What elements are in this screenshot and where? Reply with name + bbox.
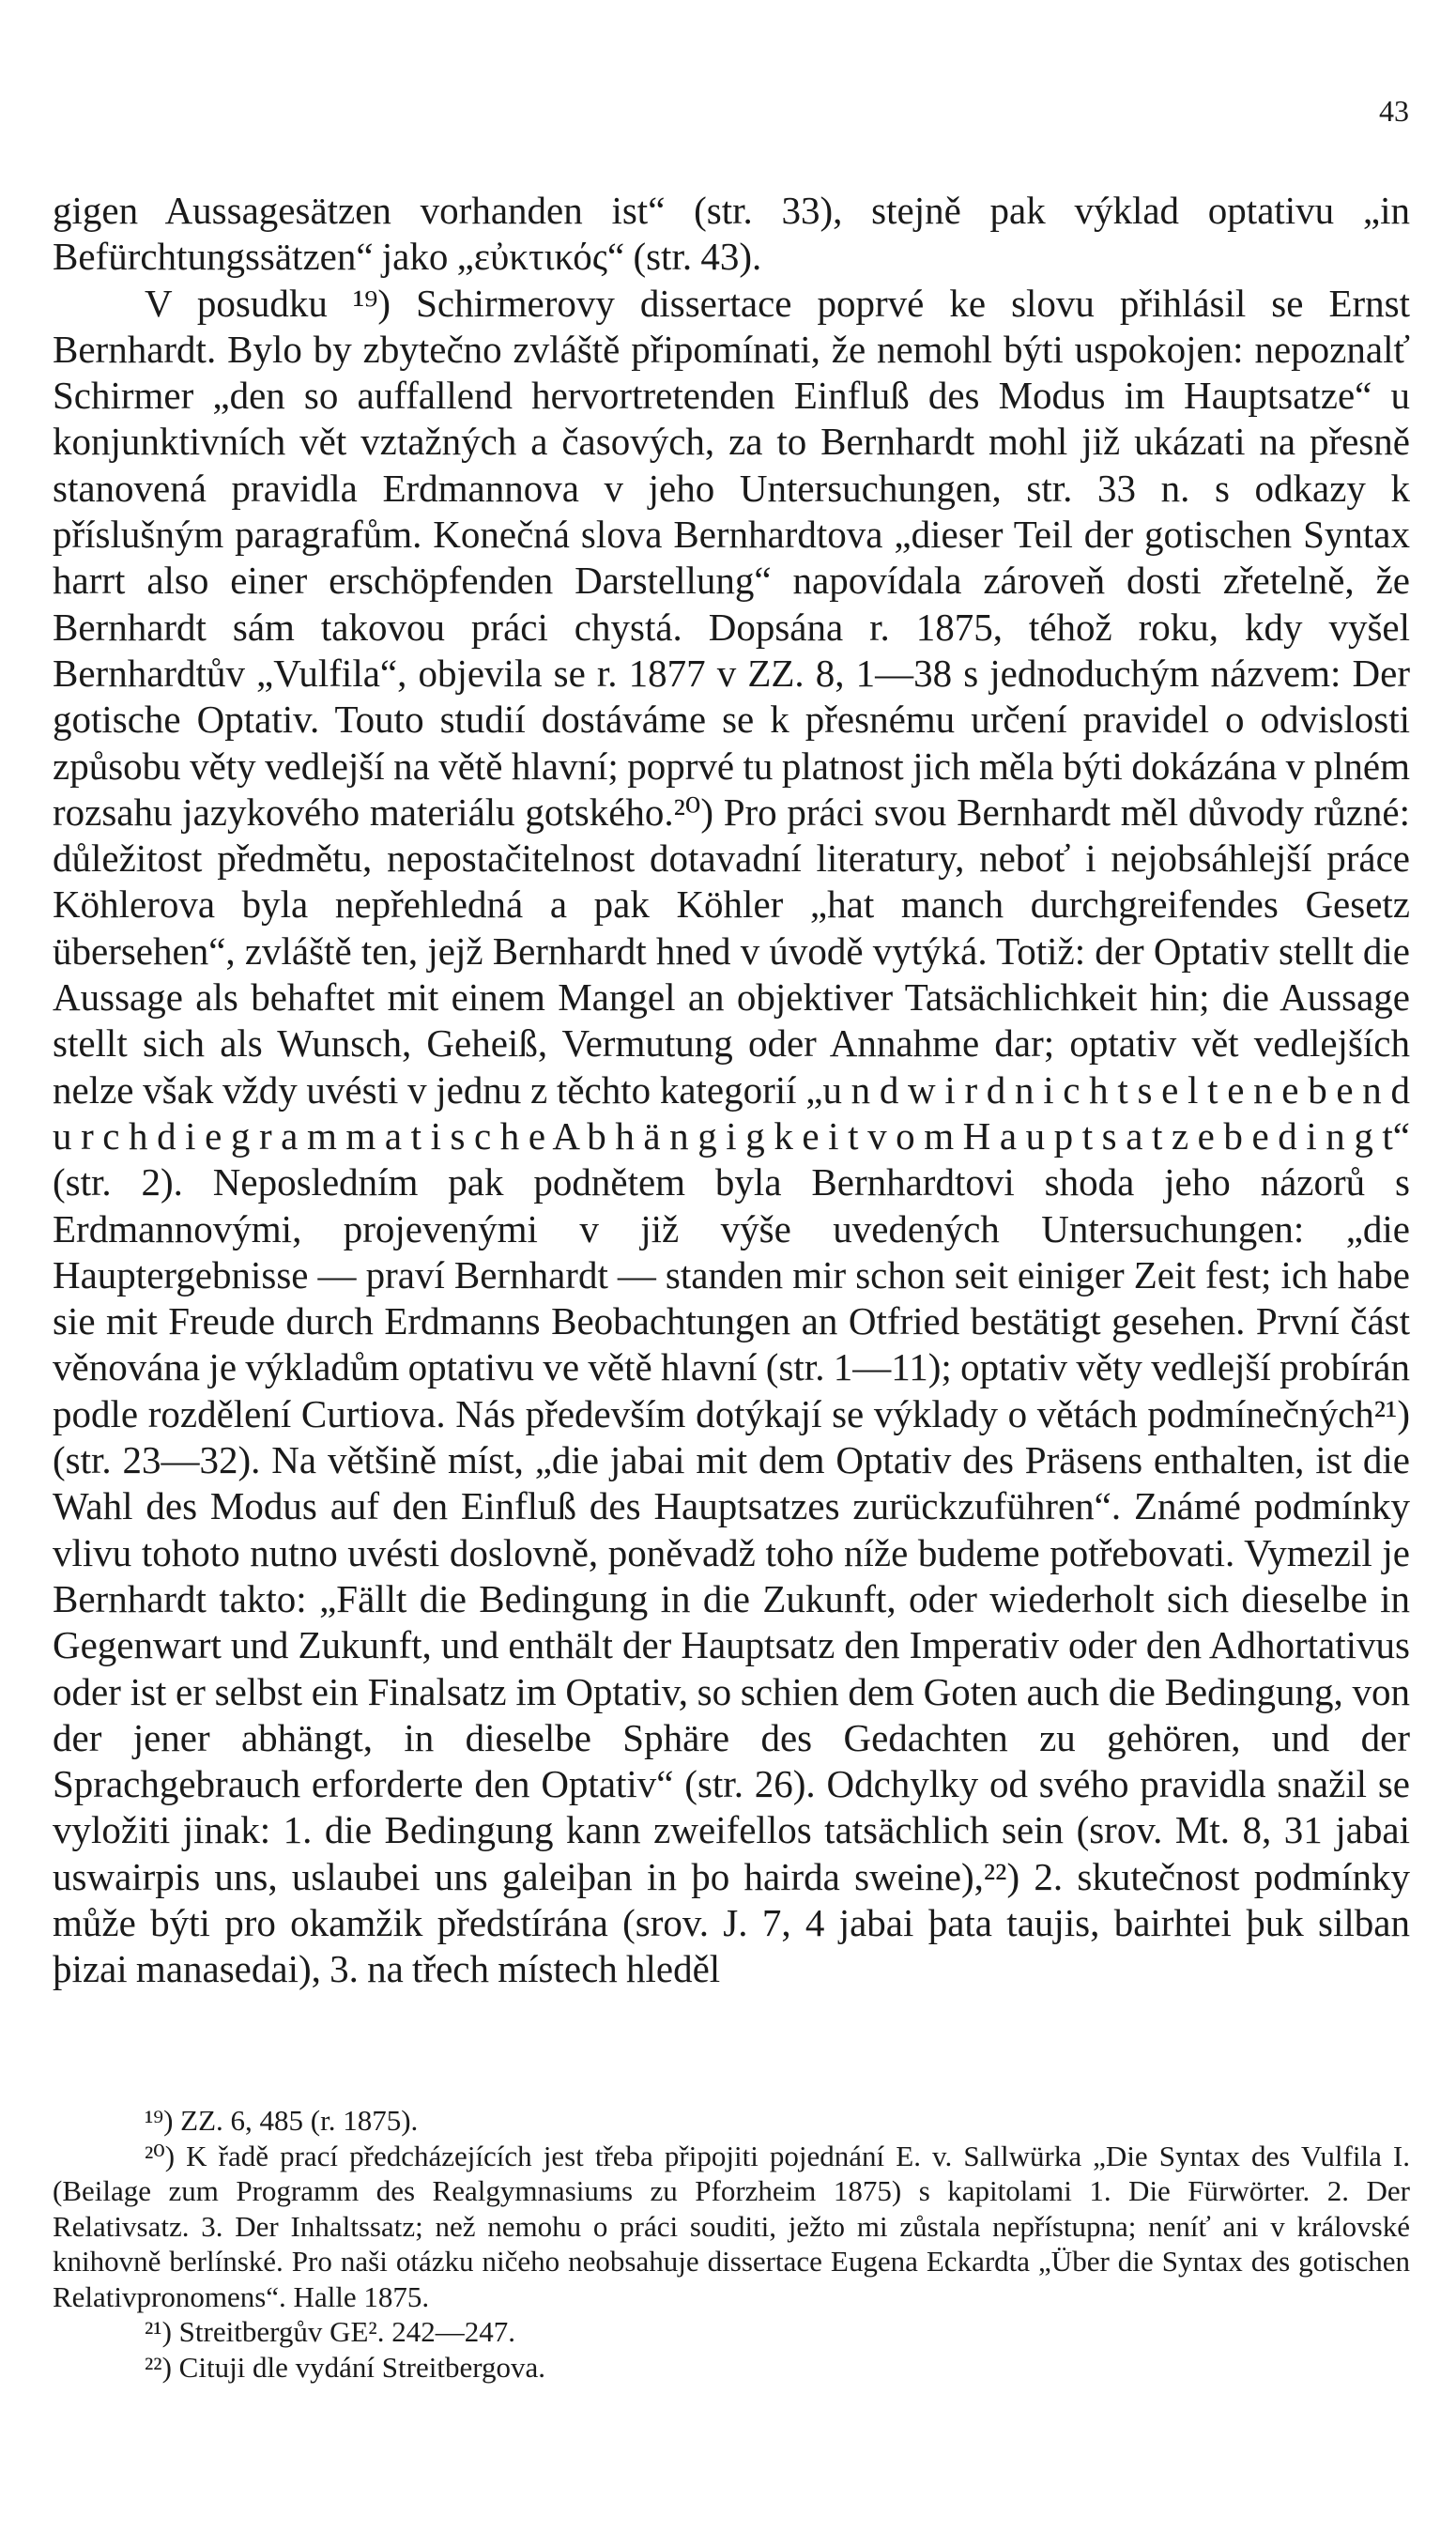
footnotes xyxy=(53,2103,1410,2385)
footnote-19: ¹⁹) ZZ. 6, 485 (r. 1875). xyxy=(145,2104,419,2137)
paragraph-2: V posudku ¹⁹) Schirmerovy dissertace poprvé ke slovu přihlásil se Ernst Bernhardt. Bylo by zbytečno zvláště připomínati, že nemohl býti uspokojen: nepoznalť Schirmer „den so auffallend hervortretenden Einfluß des Modus im Hauptsatze“ u konjunktivních vět vztažných a časových, za to Bernhardt mohl již ukázati na přesně stanovená pravidla Erdmannova v jeho Untersuchungen, str. 33 n. s odkazy k příslušným paragrafům. Konečná slova Bernhardtova „dieser Teil der gotischen Syntax harrt also einer erschöpfenden Darstellung“ napovídala zároveň dosti zřetelně, že Bernhardt sám takovou práci chystá. Dopsána r. 1875, téhož roku, kdy vyšel Bernhardtův „Vulfila“, objevila se r. 1877 v ZZ. 8, 1—38 s jednoduchým názvem: Der gotische Optativ. Touto studií dostáváme se k přesnému určení pravidel o odvislosti způsobu věty vedlejší na větě hlavní; poprvé tu platnost jich měla býti dokázána v plném rozsahu jazykového materiálu gotského.²⁰) Pro práci svou Bernhardt měl důvody různé: důležitost předmětu, nepostačitelnost dotavadní literatury, neboť i nejobsáhlejší práce Köhlerova byla nepřehledná a pak Köhler „hat manch durchgreifendes Gesetz übersehen“, zvláště ten, jejž Bernhardt hned v úvodě vytýká. Totiž: der Optativ stellt die Aussage als behaftet mit einem Mangel an objektiver Tatsächlichkeit hin; die Aussage stellt sich als Wunsch, Geheiß, Vermutung oder Annahme dar; optativ vět vedlejších nelze však vždy uvésti v jednu z těchto kategorií „u n d w i r d n i c h t s e l t e n e b e n d u r c h d i e g r a m m a t i s c h e A b h ä n g i g k e i t v o m H a u p t s a t z e b e d i n g t“ (str. 2). Neposledním pak podnětem byla Bernhardtovi shoda jeho názorů s Erdmannovými, projevenými v již výše uvedených Untersuchungen: „die Hauptergebnisse — praví Bernhardt — standen mir schon seit einiger Zeit fest; ich habe sie mit Freude durch Erdmanns Beobachtungen an Otfried bestätigt gesehen. První část věnována je výkladům optativu ve větě hlavní (str. 1—11); optativ věty vedlejší probírán podle rozdělení Curtiova. Nás především dotýkají se výklady o větách podmínečných²¹) (str. 23—32). Na většině míst, „die jabai mit dem Optativ des Präsens enthalten, ist die Wahl des Modus auf den Einfluß des Hauptsatzes zurückzuführen“. Známé podmínky vlivu tohoto nutno uvésti doslovně, poněvadž toho níže budeme potřebovati. Vymezil je Bernhardt takto: „Fällt die Bedingung in die Zukunft, oder wiederholt sich dieselbe in Gegenwart und Zukunft, und enthält der Hauptsatz den Imperativ oder den Adhortativus oder ist er selbst ein Finalsatz im Optativ, so schien dem Goten auch die Bedingung, von der jener abhängt, in dieselbe Sphäre des Gedachten zu gehören, und der Sprachgebrauch erforderte den Optativ“ (str. 26). Odchylky od svého pravidla snažil se vyložiti jinak: 1. die Bedingung kann zweifellos tatsächlich sein (srov. Mt. 8, 31 jabai uswairpis uns, uslaubei uns galeiþan in þo hairda sweine),²²) 2. skutečnost podmínky může býti pro okamžik předstírána (srov. J. 7, 4 jabai þata taujis, bairhtei þuk silban þizai manasedai), 3. na třech místech hleděl xyxy=(53,281,1410,1991)
footnote-21: ²¹) Streitbergův GE². 242—247. xyxy=(145,2315,515,2348)
paragraph-1: gigen Aussagesätzen vorhanden ist“ (str. 33), stejně pak výklad optativu „in Befürchtungssätzen“ jako „εὐκτικός“ (str. 43). xyxy=(53,189,1410,279)
footnote-20: ²⁰) K řadě prací předcházejících jest třeba připojiti pojednání E. v. Sallwürka „Die Syntax des Vulfila I. (Beilage zum Programm des Realgymnasiums zu Pforzheim 1875) s kapitolami 1. Die Fürwörter. 2. Der Relativsatz. 3. Der Inhaltssatz; než nemohu o práci souditi, ježto mi zůstala nepřístupna; neníť ani v královské knihovně berlínské. Pro naši otázku ničeho neobsahuje dissertace Eugena Eckardta „Über die Syntax des gotischen Relativpronomens“. Halle 1875. xyxy=(53,2139,1410,2313)
body-text xyxy=(53,188,1410,1993)
footnote-22: ²²) Cituji dle vydání Streitbergova. xyxy=(145,2350,545,2384)
page-number: 43 xyxy=(1379,94,1409,128)
